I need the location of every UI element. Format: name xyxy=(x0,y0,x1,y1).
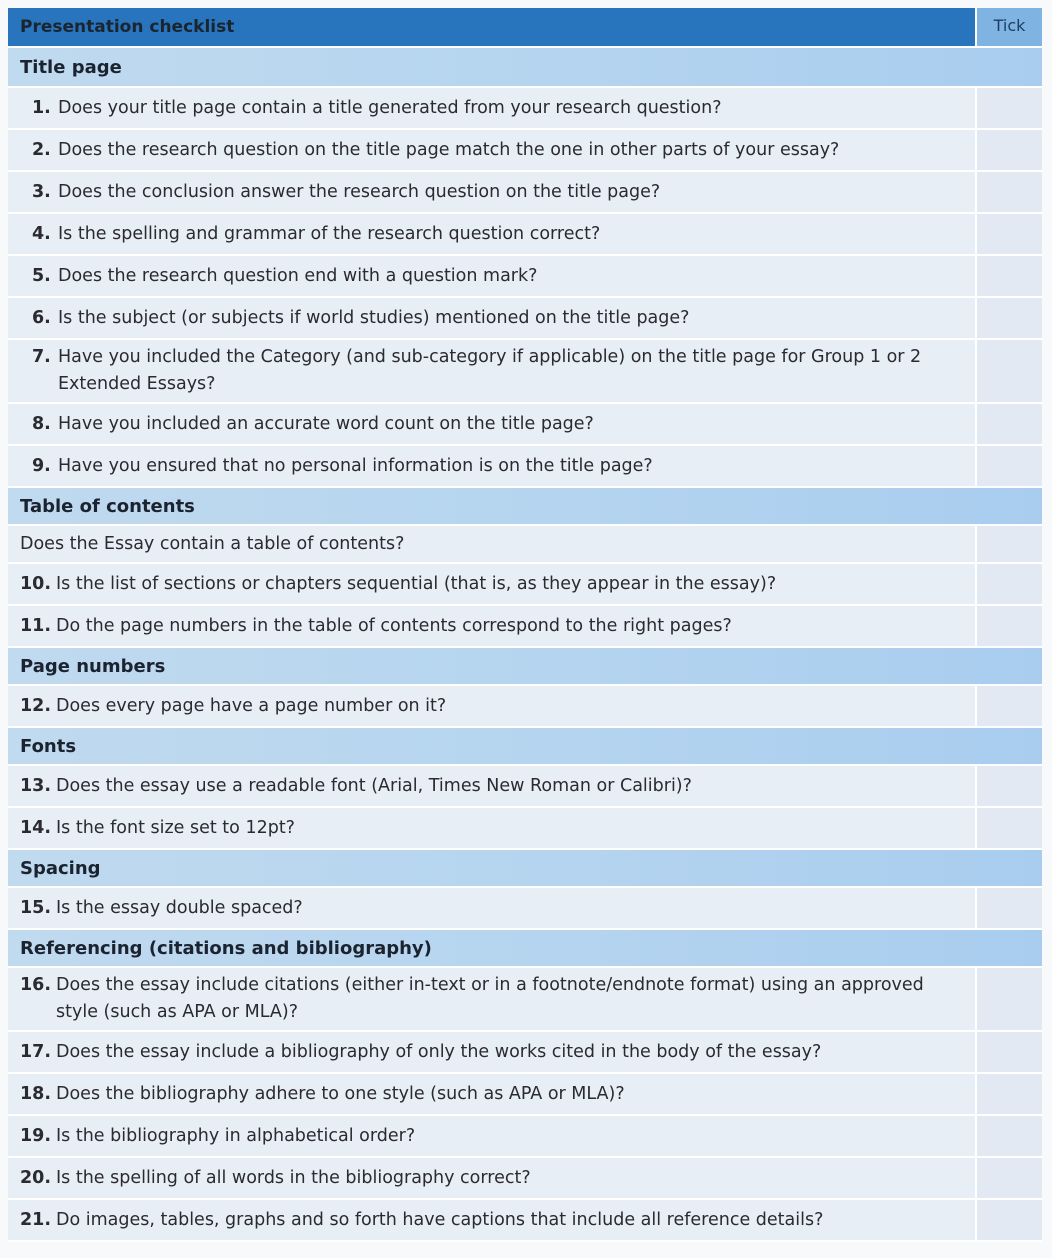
item-question: Does the conclusion answer the research question on the title page? xyxy=(58,181,661,202)
item-question: Does the Essay contain a table of contents? xyxy=(20,533,405,554)
section-title: Table of contents xyxy=(8,487,1042,525)
checklist-item xyxy=(8,1115,1042,1157)
tick-box[interactable] xyxy=(976,967,1042,1031)
tick-box[interactable] xyxy=(976,213,1042,255)
item-question: Is the bibliography in alphabetical order? xyxy=(56,1125,416,1146)
checklist-item xyxy=(8,1199,1042,1241)
item-question: Is the font size set to 12pt? xyxy=(56,817,295,838)
item-question: Is the essay double spaced? xyxy=(56,897,303,918)
tick-box[interactable] xyxy=(976,129,1042,171)
tick-box[interactable] xyxy=(976,1199,1042,1241)
checklist-item xyxy=(8,1157,1042,1199)
tick-box[interactable] xyxy=(976,685,1042,727)
item-question: Is the spelling of all words in the bibliography correct? xyxy=(56,1167,531,1188)
item-question: Does every page have a page number on it? xyxy=(56,695,447,716)
tick-box[interactable] xyxy=(976,563,1042,605)
checklist-item xyxy=(8,297,1042,339)
tick-box[interactable] xyxy=(976,765,1042,807)
section-row-referencing xyxy=(8,929,1042,967)
item-question: Do images, tables, graphs and so forth have captions that include all reference details? xyxy=(56,1209,824,1230)
checklist-header-row xyxy=(8,8,1042,47)
item-question: Have you included an accurate word count on the title page? xyxy=(58,413,594,434)
section-row-table-of-contents xyxy=(8,487,1042,525)
section-title: Title page xyxy=(8,47,1042,87)
item-question: Is the spelling and grammar of the research question correct? xyxy=(58,223,601,244)
checklist-item xyxy=(8,87,1042,129)
item-number: 12. xyxy=(20,695,52,716)
tick-box[interactable] xyxy=(976,605,1042,647)
item-number: 15. xyxy=(20,897,52,918)
checklist-item xyxy=(8,129,1042,171)
tick-box[interactable] xyxy=(976,1031,1042,1073)
item-question: Does the research question on the title page match the one in other parts of your essay? xyxy=(58,139,840,160)
presentation-checklist-table xyxy=(8,8,1042,1242)
section-row-fonts xyxy=(8,727,1042,765)
tick-box[interactable] xyxy=(976,403,1042,445)
tick-box[interactable] xyxy=(976,87,1042,129)
item-number: 10. xyxy=(20,573,52,594)
tick-box[interactable] xyxy=(976,339,1042,403)
tick-box[interactable] xyxy=(976,171,1042,213)
checklist-item xyxy=(8,1073,1042,1115)
item-number: 21. xyxy=(20,1209,52,1230)
item-number: 16. xyxy=(20,975,52,995)
item-number: 13. xyxy=(20,775,52,796)
item-question: Does the essay use a readable font (Arial, Times New Roman or Calibri)? xyxy=(56,775,692,796)
tick-box[interactable] xyxy=(976,255,1042,297)
item-question: Have you included the Category (and sub-category if applicable) on the title page for Group 1 or 2 Extended Essays? xyxy=(58,347,922,394)
item-question: Does your title page contain a title generated from your research question? xyxy=(58,97,722,118)
tick-box[interactable] xyxy=(976,1157,1042,1199)
section-row-page-numbers xyxy=(8,647,1042,685)
section-title: Referencing (citations and bibliography) xyxy=(8,929,1042,967)
checklist-item xyxy=(8,213,1042,255)
item-question: Do the page numbers in the table of contents correspond to the right pages? xyxy=(56,615,732,636)
presentation-checklist-sheet xyxy=(8,8,1042,1252)
checklist-item xyxy=(8,967,1042,1031)
item-number: 6. xyxy=(32,307,51,328)
item-question: Is the list of sections or chapters sequential (that is, as they appear in the essay)? xyxy=(56,573,777,594)
tick-box[interactable] xyxy=(976,807,1042,849)
checklist-item xyxy=(8,685,1042,727)
item-question: Does the essay include a bibliography of only the works cited in the body of the essay? xyxy=(56,1041,822,1062)
section-title: Spacing xyxy=(8,849,1042,887)
item-number: 14. xyxy=(20,817,52,838)
checklist-item xyxy=(8,403,1042,445)
item-number: 3. xyxy=(32,181,51,202)
item-number: 4. xyxy=(32,223,51,244)
item-question: Have you ensured that no personal information is on the title page? xyxy=(58,455,653,476)
checklist-item xyxy=(8,525,1042,563)
tick-box[interactable] xyxy=(976,1115,1042,1157)
item-number: 9. xyxy=(32,455,51,476)
checklist-item xyxy=(8,445,1042,487)
item-number: 8. xyxy=(32,413,51,434)
checklist-item xyxy=(8,1031,1042,1073)
tick-box[interactable] xyxy=(976,887,1042,929)
checklist-item xyxy=(8,339,1042,403)
tick-box[interactable] xyxy=(976,297,1042,339)
section-row-spacing xyxy=(8,849,1042,887)
section-row-title-page xyxy=(8,47,1042,87)
item-question: Is the subject (or subjects if world studies) mentioned on the title page? xyxy=(58,307,690,328)
item-question: Does the bibliography adhere to one style (such as APA or MLA)? xyxy=(56,1083,625,1104)
tick-box[interactable] xyxy=(976,1073,1042,1115)
item-number: 17. xyxy=(20,1041,52,1062)
checklist-item xyxy=(8,765,1042,807)
checklist-item xyxy=(8,171,1042,213)
item-number: 11. xyxy=(20,615,52,636)
checklist-item xyxy=(8,255,1042,297)
tick-column-header: Tick xyxy=(976,8,1042,47)
checklist-item xyxy=(8,887,1042,929)
item-number: 18. xyxy=(20,1083,52,1104)
item-number: 7. xyxy=(32,347,51,367)
checklist-item xyxy=(8,563,1042,605)
checklist-item xyxy=(8,605,1042,647)
item-question: Does the research question end with a question mark? xyxy=(58,265,538,286)
item-number: 19. xyxy=(20,1125,52,1146)
tick-box[interactable] xyxy=(976,445,1042,487)
section-title: Fonts xyxy=(8,727,1042,765)
item-number: 20. xyxy=(20,1167,52,1188)
checklist-title: Presentation checklist xyxy=(8,8,976,47)
checklist-item xyxy=(8,807,1042,849)
item-number: 5. xyxy=(32,265,51,286)
tick-box[interactable] xyxy=(976,525,1042,563)
section-title: Page numbers xyxy=(8,647,1042,685)
item-number: 2. xyxy=(32,139,51,160)
item-question: Does the essay include citations (either in-text or in a footnote/endnote format) using an approved style (such as APA or MLA)? xyxy=(56,975,924,1022)
item-number: 1. xyxy=(32,97,51,118)
